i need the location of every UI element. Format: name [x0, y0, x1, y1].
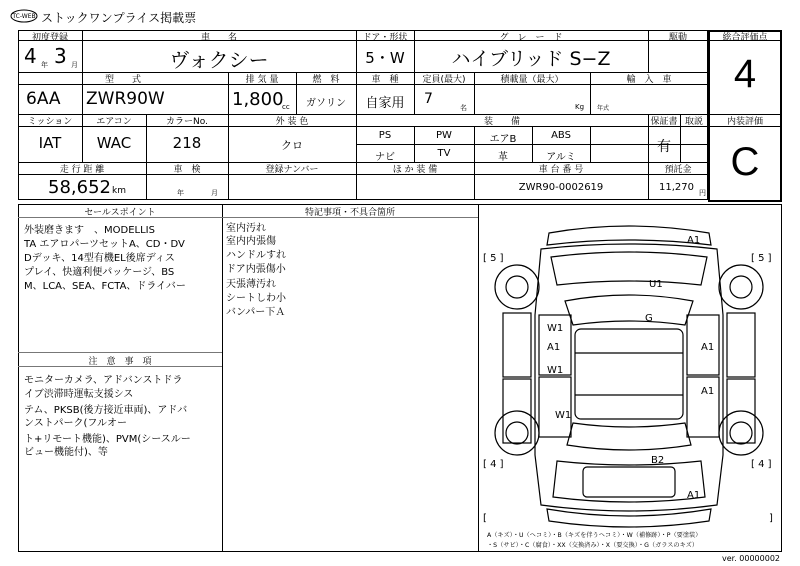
reg-year-unit: 年 [41, 61, 48, 69]
equip-pw: PW [436, 130, 452, 141]
label-deposit: 預託金 [664, 165, 692, 175]
mark-w1-left-3: W1 [555, 410, 572, 421]
car-damage-diagram [479, 205, 781, 551]
mark-b2: B2 [651, 455, 665, 466]
chassis-no: ZWR90-0002619 [518, 182, 604, 193]
mark-a1-left-1: A1 [547, 342, 561, 353]
label-grade: グ レ ー ド [499, 33, 563, 43]
aircon: WAC [96, 134, 132, 152]
car-name: ヴォクシー [169, 48, 269, 72]
grade: ハイブリッド S−Z [451, 48, 611, 70]
exterior-color: クロ [281, 139, 303, 152]
label-drive: 駆動 [668, 33, 687, 43]
label-overall-score: 総合評価点 [722, 33, 768, 43]
equip-abs: ABS [551, 130, 571, 141]
equip-leather: 革 [498, 152, 508, 163]
label-caution: 注 意 事 項 [88, 357, 152, 367]
label-warranty: 保証書 [650, 117, 678, 127]
warranty-value: 有 [657, 139, 671, 155]
equip-airbag: エアB [489, 134, 517, 145]
note-line-2: 室内内張傷 [226, 236, 276, 247]
tc-web-logo [10, 8, 38, 24]
label-interior-score: 内装評価 [726, 117, 763, 127]
displacement-unit: cc [282, 103, 290, 111]
label-color-no: カラーNo. [166, 117, 208, 127]
door-shape: 5・W [365, 49, 405, 67]
label-reg-number: 登録ナンバー [265, 165, 319, 175]
label-other-equipment: ほ か 装 備 [392, 165, 438, 175]
label-door-shape: ドア・形状 [362, 33, 408, 43]
reg-year: 4 [24, 44, 37, 68]
tire-label-rr: [ 4 ] [751, 459, 772, 470]
deposit: 11,270 [659, 182, 694, 193]
label-chassis-no: 車 台 番 号 [538, 165, 584, 175]
note-line-6: シートしわ小 [226, 293, 286, 304]
caution-line-6: ビュー機能付)、等 [24, 447, 108, 458]
reg-month: 3 [54, 44, 67, 68]
mileage: 58,652 [48, 177, 111, 198]
tire-label-fl: [ 5 ] [483, 253, 504, 264]
label-car-name: 車 名 [200, 33, 237, 43]
sales-line-1: 外装磨きます 、MODELLIS [24, 225, 155, 236]
reg-month-unit: 月 [71, 61, 78, 69]
sales-line-2: TA エアロパーツセットA、CD・DV [24, 239, 185, 250]
label-displacement: 排 気 量 [245, 75, 279, 85]
fuel: ガソリン [306, 98, 346, 109]
model: ZWR90W [86, 89, 165, 109]
label-first-reg: 初度登録 [31, 33, 68, 43]
spare-label-open: [ [483, 513, 487, 524]
year-model-unit: 年式 [597, 105, 610, 112]
label-vehicle-type: 車 種 [371, 75, 399, 85]
note-line-7: バンパー下Ａ [226, 307, 286, 318]
tire-label-rl: [ 4 ] [483, 459, 504, 470]
label-aircon: エアコン [96, 117, 132, 127]
caution-line-3: テム、PKSB(後方接近車両)、アドバ [24, 405, 188, 416]
mark-u1: U1 [649, 279, 663, 290]
mark-w1-left-2: W1 [547, 365, 564, 376]
label-load: 積載量（最大） [500, 75, 564, 85]
mark-a1-front: A1 [687, 235, 701, 246]
mileage-unit: km [112, 186, 126, 196]
vehicle-type: 自家用 [365, 96, 405, 111]
version-label: ver. 00000002 [721, 554, 780, 563]
label-special-notes: 特記事項・不具合箇所 [304, 208, 395, 218]
equip-navi: ナビ [375, 152, 395, 163]
mark-a1-rear: A1 [687, 490, 701, 501]
deposit-unit: 円 [699, 189, 706, 197]
equip-tv: TV [437, 148, 451, 159]
tire-label-fr: [ 5 ] [751, 253, 772, 264]
load-unit: Kg [575, 103, 585, 111]
capacity-unit: 名 [460, 104, 467, 112]
sales-line-4: プレイ、快適利便パッケージ、BS [24, 267, 175, 278]
legend-line-1: A（キズ）・U（ヘコミ）・B（キズを伴うヘコミ）・W（補修跡）・P（要塗装） [487, 532, 702, 539]
note-line-5: 天張薄汚れ [226, 279, 276, 290]
mark-w1-left: W1 [547, 323, 564, 334]
page-title: ストックワンプライス掲載票 [41, 11, 197, 25]
caution-line-5: ト+リモート機能)、PVM(シースルー [24, 434, 191, 445]
label-capacity: 定員(最大) [422, 75, 466, 85]
label-model: 型 式 [104, 75, 141, 85]
model-prefix: 6AA [26, 89, 61, 109]
note-line-1: 室内汚れ [226, 223, 266, 234]
equip-ps: PS [378, 130, 392, 141]
caution-line-4: ンストパーク(フルオー [24, 418, 128, 429]
overall-score: 4 [733, 52, 757, 96]
capacity: 7 [424, 91, 433, 107]
note-line-4: ドア内張傷小 [226, 264, 286, 275]
mark-a1-right-1: A1 [701, 342, 715, 353]
logo-text: TC-WEB [12, 13, 36, 20]
label-inspection: 車 検 [173, 165, 201, 175]
inspection-month-unit: 月 [211, 189, 218, 197]
label-exterior-color: 外 装 色 [275, 117, 309, 127]
label-fuel: 燃 料 [312, 75, 340, 85]
label-mission: ミッション [27, 117, 73, 127]
sales-line-3: Dデッキ、14型有機EL後席ディス [24, 253, 175, 264]
interior-score: C [730, 140, 760, 184]
sales-line-5: M、LCA、SEA、FCTA、ドライバー [24, 281, 186, 292]
mark-g: G [645, 313, 653, 324]
label-equipment: 装 備 [483, 117, 520, 127]
caution-line-1: モニターカメラ、アドバンストドラ [24, 375, 183, 386]
label-sales-points: セールスポイント [84, 208, 156, 218]
label-manual: 取説 [684, 117, 703, 127]
label-import: 輸 入 車 [626, 75, 672, 85]
legend-line-2: ・S（サビ）・C（腐食）・XX（交換済み）・X（要交換）・G（ガラスのキズ） [487, 542, 699, 549]
equip-alloy: アルミ [546, 152, 576, 163]
color-no: 218 [172, 134, 202, 152]
label-mileage: 走 行 距 離 [59, 165, 105, 175]
spare-label-close: ] [769, 513, 773, 524]
caution-line-2: イブ渋滞時運転支援シス [24, 389, 134, 400]
inspection-year-unit: 年 [177, 189, 184, 197]
displacement: 1,800 [232, 89, 284, 110]
mission: IAT [38, 134, 62, 152]
note-line-3: ハンドルすれ [226, 250, 286, 261]
mark-a1-right-2: A1 [701, 386, 715, 397]
